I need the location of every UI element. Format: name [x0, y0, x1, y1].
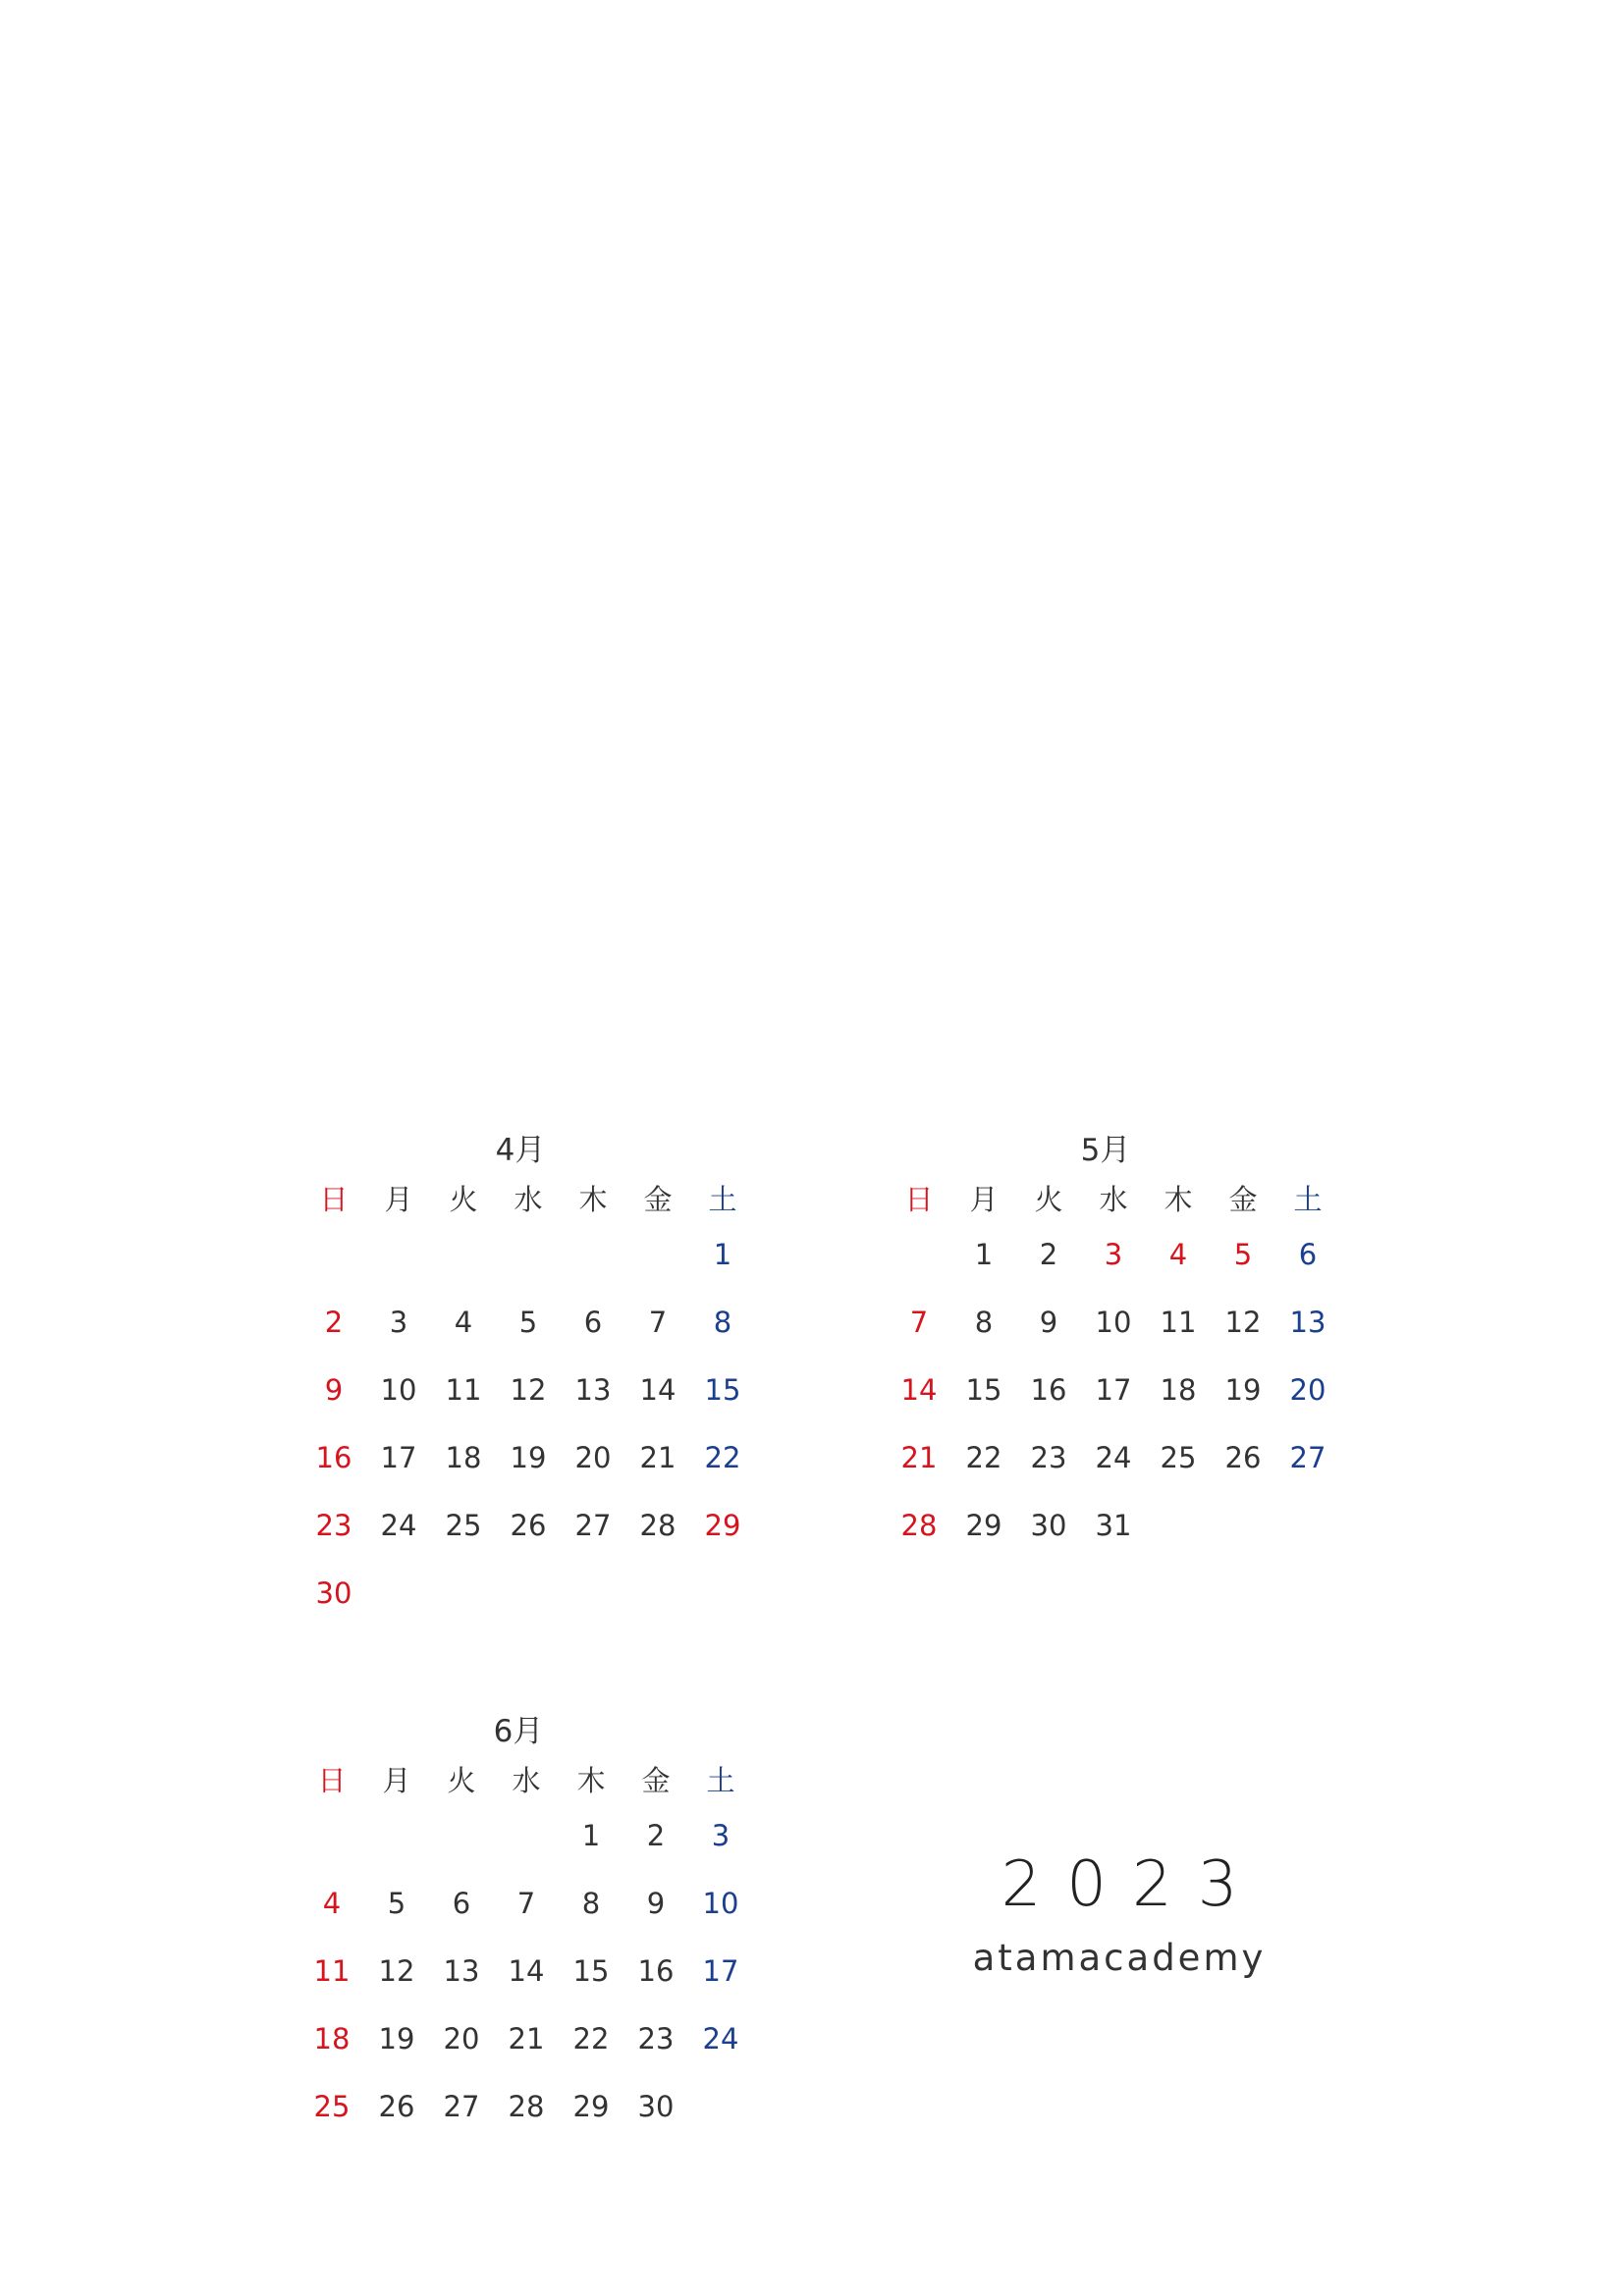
day-cell: 14 — [639, 1373, 677, 1407]
day-cell: 21 — [508, 2022, 545, 2056]
day-cell: 17 — [1095, 1373, 1132, 1407]
day-cell: 30 — [637, 2090, 675, 2123]
day-cell: 6 — [583, 1306, 603, 1339]
day-cell: 29 — [965, 1509, 1002, 1542]
day-cell: 15 — [572, 1954, 610, 1988]
day-cell: 16 — [1030, 1373, 1067, 1407]
day-cell: 19 — [510, 1441, 547, 1474]
weekday-4: 木 — [578, 1183, 608, 1216]
day-cell: 12 — [1224, 1306, 1262, 1339]
day-cell: 23 — [1030, 1441, 1067, 1474]
weekday-header — [302, 1759, 734, 1802]
day-cell: 20 — [1289, 1373, 1326, 1407]
day-cell: 11 — [1160, 1306, 1197, 1339]
weekday-4: 木 — [1164, 1183, 1193, 1216]
day-cell: 14 — [508, 1954, 545, 1988]
day-cell: 24 — [702, 2022, 739, 2056]
month-title: 6月 — [493, 1714, 544, 1749]
weekday-5: 金 — [643, 1183, 673, 1216]
day-cell: 28 — [900, 1509, 938, 1542]
day-cell: 23 — [315, 1509, 352, 1542]
day-cell: 14 — [900, 1373, 938, 1407]
day-cell: 13 — [1289, 1306, 1326, 1339]
weekday-3: 水 — [514, 1183, 543, 1216]
day-cell: 2 — [324, 1306, 344, 1339]
day-cell: 5 — [1233, 1238, 1253, 1271]
day-cell: 25 — [313, 2090, 351, 2123]
day-cell: 7 — [648, 1306, 668, 1339]
year-label: 2023 — [1001, 1848, 1264, 1921]
day-cell: 29 — [704, 1509, 741, 1542]
weekday-4: 木 — [576, 1764, 606, 1797]
day-cell: 13 — [574, 1373, 612, 1407]
day-cell: 24 — [380, 1509, 417, 1542]
day-cell: 25 — [445, 1509, 482, 1542]
weekday-1: 月 — [969, 1183, 999, 1216]
day-cell: 27 — [443, 2090, 480, 2123]
day-cell: 4 — [322, 1887, 342, 1920]
branding — [943, 1845, 1296, 1983]
day-cell: 1 — [581, 1819, 601, 1852]
day-cell: 15 — [965, 1373, 1002, 1407]
day-cell: 1 — [713, 1238, 732, 1271]
day-cell: 25 — [1160, 1441, 1197, 1474]
day-cell: 3 — [389, 1306, 408, 1339]
day-cell: 7 — [516, 1887, 536, 1920]
day-cell: 2 — [646, 1819, 666, 1852]
day-cell: 30 — [315, 1576, 352, 1610]
day-cell: 9 — [646, 1887, 666, 1920]
day-cell: 6 — [452, 1887, 471, 1920]
day-cell: 12 — [378, 1954, 415, 1988]
weekday-2: 火 — [1034, 1183, 1063, 1216]
day-cell: 12 — [510, 1373, 547, 1407]
day-cell: 18 — [313, 2022, 351, 2056]
day-cell: 7 — [909, 1306, 929, 1339]
day-cell: 5 — [387, 1887, 406, 1920]
day-cell: 18 — [445, 1441, 482, 1474]
weekday-5: 金 — [1228, 1183, 1258, 1216]
weekday-0: 日 — [319, 1183, 349, 1216]
day-cell: 5 — [518, 1306, 538, 1339]
weekday-0: 日 — [904, 1183, 934, 1216]
day-cell: 22 — [572, 2022, 610, 2056]
day-cell: 19 — [1224, 1373, 1262, 1407]
day-cell: 20 — [574, 1441, 612, 1474]
day-cell: 1 — [974, 1238, 994, 1271]
day-cell: 29 — [572, 2090, 610, 2123]
day-cell: 19 — [378, 2022, 415, 2056]
weekday-2: 火 — [447, 1764, 476, 1797]
day-cell: 17 — [380, 1441, 417, 1474]
day-cell: 17 — [702, 1954, 739, 1988]
day-cell: 31 — [1095, 1509, 1132, 1542]
day-cell: 22 — [965, 1441, 1002, 1474]
day-cell: 8 — [713, 1306, 732, 1339]
day-cell: 8 — [581, 1887, 601, 1920]
day-cell: 22 — [704, 1441, 741, 1474]
day-cell: 21 — [900, 1441, 938, 1474]
day-cell: 28 — [639, 1509, 677, 1542]
weekday-1: 月 — [384, 1183, 413, 1216]
weekday-5: 金 — [641, 1764, 671, 1797]
day-cell: 27 — [574, 1509, 612, 1542]
weekday-header — [890, 1178, 1322, 1221]
weekday-3: 水 — [512, 1764, 541, 1797]
day-cell: 10 — [702, 1887, 739, 1920]
day-cell: 3 — [1104, 1238, 1123, 1271]
day-cell: 4 — [454, 1306, 473, 1339]
day-cell: 30 — [1030, 1509, 1067, 1542]
month-title: 4月 — [495, 1133, 546, 1168]
day-cell: 27 — [1289, 1441, 1326, 1474]
weekday-0: 日 — [317, 1764, 347, 1797]
day-cell: 28 — [508, 2090, 545, 2123]
day-cell: 15 — [704, 1373, 741, 1407]
day-cell: 9 — [324, 1373, 344, 1407]
day-cell: 3 — [711, 1819, 731, 1852]
weekday-3: 水 — [1099, 1183, 1128, 1216]
day-cell: 4 — [1168, 1238, 1188, 1271]
brand-name: atamacademy — [972, 1937, 1267, 1979]
day-cell: 6 — [1298, 1238, 1318, 1271]
day-cell: 20 — [443, 2022, 480, 2056]
day-cell: 21 — [639, 1441, 677, 1474]
day-cell: 26 — [510, 1509, 547, 1542]
day-cell: 16 — [315, 1441, 352, 1474]
month-title: 5月 — [1080, 1133, 1131, 1168]
weekday-header — [304, 1178, 736, 1221]
weekday-6: 土 — [1293, 1183, 1323, 1216]
day-cell: 2 — [1039, 1238, 1058, 1271]
day-cell: 23 — [637, 2022, 675, 2056]
day-cell: 8 — [974, 1306, 994, 1339]
day-cell: 11 — [313, 1954, 351, 1988]
day-cell: 26 — [1224, 1441, 1262, 1474]
day-cell: 16 — [637, 1954, 675, 1988]
weekday-6: 土 — [708, 1183, 737, 1216]
day-cell: 26 — [378, 2090, 415, 2123]
day-cell: 13 — [443, 1954, 480, 1988]
weekday-2: 火 — [449, 1183, 478, 1216]
day-cell: 10 — [1095, 1306, 1132, 1339]
day-cell: 18 — [1160, 1373, 1197, 1407]
day-cell: 10 — [380, 1373, 417, 1407]
day-cell: 11 — [445, 1373, 482, 1407]
weekday-6: 土 — [706, 1764, 735, 1797]
day-cell: 24 — [1095, 1441, 1132, 1474]
weekday-1: 月 — [382, 1764, 411, 1797]
day-cell: 9 — [1039, 1306, 1058, 1339]
